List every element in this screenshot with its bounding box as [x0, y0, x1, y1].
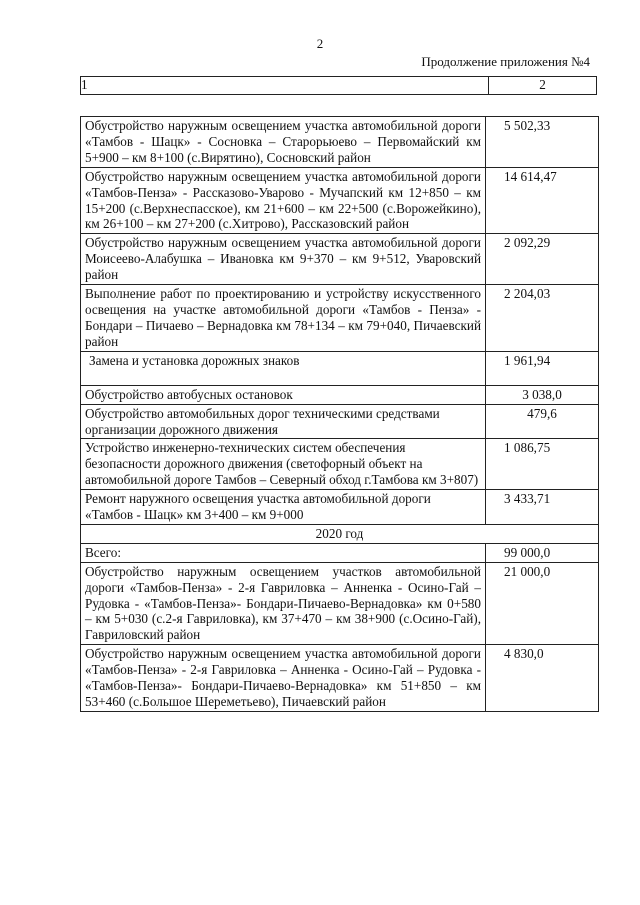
row-value-text: 4 830,0: [504, 646, 544, 662]
row-value: [486, 385, 599, 404]
row-value: [486, 285, 599, 352]
header-table: [80, 76, 597, 95]
row-value: [486, 351, 599, 385]
row-value: [486, 167, 599, 234]
row-description: Обустройство наружным освещением участка автомобильной дороги «Тамбов-Пенза» - 2-я Гавриловка – Анненка - Осино-Гай – Рудовка - «Тамбов-Пенза»- Бондари-Пичаево-Вернадовка» км 51+850 – км 53+460 (с.Большое Шереметьево), Пичаевский район: [81, 645, 486, 712]
row-value-text: 21 000,0: [504, 563, 551, 579]
table-row: [81, 167, 599, 234]
year-row: [81, 524, 599, 543]
table-row: [81, 490, 599, 525]
page-number: 2: [316, 36, 324, 51]
row-value: [486, 490, 599, 525]
row-description: Обустройство автомобильных дорог техническими средствами организации дорожного движения: [81, 404, 486, 439]
row-value: [486, 234, 599, 285]
row-value-text: 2 092,29: [504, 235, 551, 251]
year-label: 2020 год: [81, 524, 599, 543]
row-description: Обустройство наружным освещением участка автомобильной дороги «Тамбов-Пенза» - Рассказово-Уварово - Мучапский км 12+850 – км 15+200 (с.Верхнеспасское), км 21+600 – км 22+500 (с.Ворожейкино), км 26+100 – км 27+200 (с.Хитрово), Рассказовский район: [81, 167, 486, 234]
header-col-1: 1: [81, 77, 489, 95]
continuation-label: Продолжение приложения №4: [421, 54, 590, 69]
table-row: [81, 117, 599, 168]
row-value: [486, 562, 599, 645]
row-value: [486, 117, 599, 168]
table-row: [81, 385, 599, 404]
table-row: [81, 404, 599, 439]
row-description: Ремонт наружного освещения участка автомобильной дороги «Тамбов - Шацк» км 3+400 – км 9+000: [81, 490, 486, 525]
total-label: Всего:: [81, 543, 486, 562]
row-value-text: 14 614,47: [504, 168, 557, 184]
row-value-text: 5 502,33: [504, 118, 551, 133]
row-description: Обустройство автобусных остановок: [81, 385, 486, 404]
row-description: Обустройство наружным освещением участка автомобильной дороги Моисеево-Алабушка – Ивановка км 9+370 – км 9+512, Уваровский район: [81, 234, 486, 285]
row-value: [486, 645, 599, 712]
table-row: [81, 439, 599, 490]
row-description: Выполнение работ по проектированию и устройству искусственного освещения на участке автомобильной дороги «Тамбов - Пенза» - Бондари – Пичаево – Вернадовка км 78+134 – км 79+040, Пичаевский район: [81, 285, 486, 352]
table-row: [81, 234, 599, 285]
row-description: Обустройство наружным освещением участков автомобильной дороги «Тамбов-Пенза» - 2-я Гавриловка – Анненка - Осино-Гай – Рудовка - «Тамбов-Пенза»- Бондари-Пичаево-Вернадовка» км 0+580 – км 5+030 (с.2-я Гавриловка), км 37+470 – км 38+900 (с.Осино-Гай), Гавриловский район: [81, 562, 486, 645]
row-value: [486, 439, 599, 490]
table-row: [81, 645, 599, 712]
table-row: [81, 351, 599, 385]
header-col-2: 2: [489, 77, 597, 95]
budget-table: [80, 116, 599, 712]
total-row: [81, 543, 599, 562]
row-description: Обустройство наружным освещением участка автомобильной дороги «Тамбов - Шацк» - Сосновка – Старорьюево – Первомайский км 5+900 – км 8+100 (с.Вирятино), Сосновский район: [81, 117, 486, 168]
header-row: [81, 77, 597, 95]
row-value-text: 2 204,03: [504, 286, 551, 302]
row-description: Устройство инженерно-технических систем обеспечения безопасности дорожного движения (светофорный объект на автомобильной дороге Тамбов – Северный обход г.Тамбова км 3+807): [81, 439, 486, 490]
table-row: [81, 562, 599, 645]
row-value-text: 1 961,94: [504, 352, 551, 368]
total-value: [486, 543, 599, 562]
row-description: Замена и установка дорожных знаков: [81, 351, 486, 385]
row-value-text: 3 038,0: [522, 386, 562, 402]
row-value: [486, 404, 599, 439]
row-value-text: 479,6: [527, 405, 557, 421]
total-value-text: 99 000,0: [504, 544, 551, 560]
row-value-text: 3 433,71: [504, 491, 551, 507]
table-row: [81, 285, 599, 352]
row-value-text: 1 086,75: [504, 440, 551, 456]
